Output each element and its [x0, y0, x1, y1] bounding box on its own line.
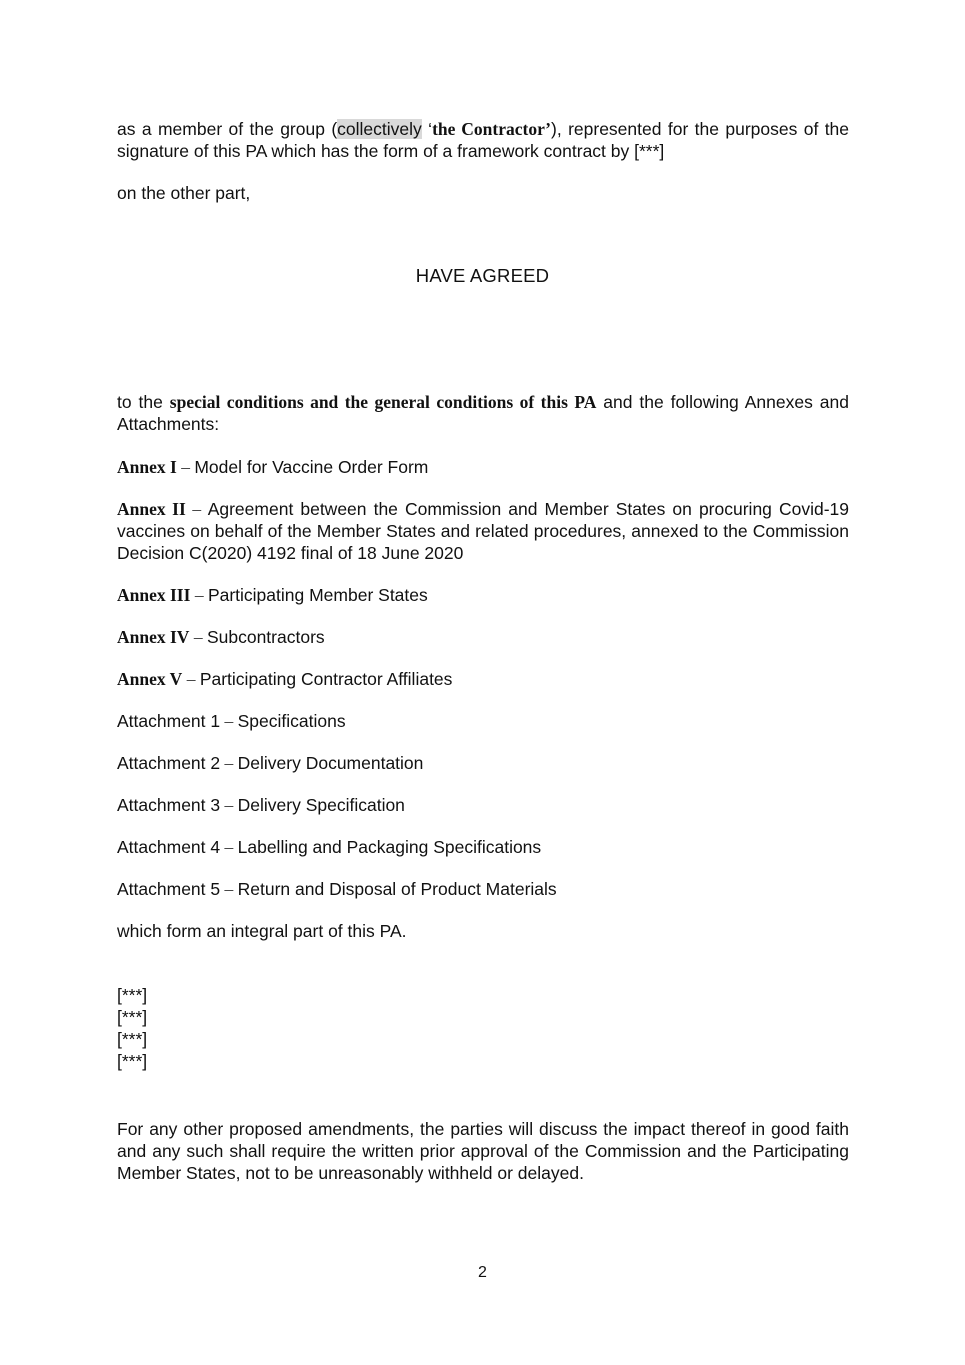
- annex-title: Participating Member States: [207, 585, 428, 605]
- amendments-paragraph: For any other proposed amendments, the parties will discuss the impact thereof in good faith and any such shall require the written prior approval of the Commission and the Participating Member States, not to be unreasonably withheld or delayed.: [117, 1119, 849, 1183]
- annex-dash: –: [182, 669, 200, 689]
- agreed-paragraph: [117, 391, 849, 435]
- attachment-item: [117, 878, 849, 900]
- defined-term: the Contractor’: [432, 119, 552, 139]
- attachment-dash: –: [220, 795, 238, 815]
- annex-label: Annex III: [117, 585, 191, 605]
- attachment-label: Attachment 3: [117, 795, 221, 815]
- attachment-item: [117, 710, 849, 732]
- integral-part-line: which form an integral part of this PA.: [117, 921, 407, 941]
- attachment-label: Attachment 2: [117, 753, 221, 773]
- intro-prefix: as a member of the group (: [117, 119, 338, 139]
- quote-open: ‘: [421, 119, 433, 139]
- attachment-dash: –: [220, 711, 238, 731]
- annex-dash: –: [176, 457, 195, 477]
- attachment-dash: –: [220, 879, 238, 899]
- annex-item: [117, 584, 849, 606]
- annex-title: Agreement between the Commission and Member States on procuring Covid-19 vaccines on behalf of the Member States and related procedures, annexed to the Commission Decision C(2020) 4192 final of 18 June 2020: [117, 499, 849, 563]
- attachment-dash: –: [220, 837, 238, 857]
- attachment-label: Attachment 4: [117, 837, 221, 857]
- intro-paragraph: [117, 118, 849, 162]
- attachment-title: Specifications: [237, 711, 346, 731]
- annex-item: [117, 626, 849, 648]
- have-agreed-heading: HAVE AGREED: [415, 265, 550, 286]
- other-part-line: on the other part,: [117, 183, 251, 203]
- attachment-title: Delivery Specification: [237, 795, 405, 815]
- annex-label: Annex IV: [117, 627, 190, 647]
- agreed-suffix: and the following Annexes and Attachments:: [117, 392, 849, 434]
- redaction-marker: [***]: [117, 1051, 148, 1071]
- annex-label: Annex II: [117, 499, 186, 519]
- annex-title: Subcontractors: [206, 627, 325, 647]
- page-number: 2: [478, 1264, 487, 1281]
- annex-item: [117, 456, 849, 478]
- agreed-prefix: to the: [117, 392, 170, 412]
- annex-title: Model for Vaccine Order Form: [194, 457, 429, 477]
- attachment-title: Labelling and Packaging Specifications: [237, 837, 542, 857]
- redaction-marker: [***]: [117, 1007, 148, 1027]
- annex-item: [117, 498, 849, 564]
- annex-item: [117, 668, 849, 690]
- attachment-item: [117, 794, 849, 816]
- intro-suffix: ), represented for the purposes of the signature of this PA which has the form of a framework contract by [***]: [117, 119, 850, 161]
- attachment-label: Attachment 5: [117, 879, 221, 899]
- redaction-marker: [***]: [117, 985, 148, 1005]
- annex-dash: –: [185, 499, 208, 519]
- attachment-item: [117, 752, 849, 774]
- annex-label: Annex I: [117, 457, 177, 477]
- redaction-block: [117, 984, 849, 1072]
- attachment-item: [117, 836, 849, 858]
- agreed-bold-text: special conditions and the general conditions of this PA: [169, 392, 597, 412]
- attachment-title: Delivery Documentation: [237, 753, 424, 773]
- annex-dash: –: [190, 585, 208, 605]
- highlighted-text: collectively: [337, 119, 422, 139]
- annex-title: Participating Contractor Affiliates: [199, 669, 453, 689]
- attachment-dash: –: [220, 753, 238, 773]
- annex-label: Annex V: [117, 669, 183, 689]
- attachment-label: Attachment 1: [117, 711, 221, 731]
- annex-dash: –: [189, 627, 207, 647]
- attachment-title: Return and Disposal of Product Materials: [237, 879, 557, 899]
- redaction-marker: [***]: [117, 1029, 148, 1049]
